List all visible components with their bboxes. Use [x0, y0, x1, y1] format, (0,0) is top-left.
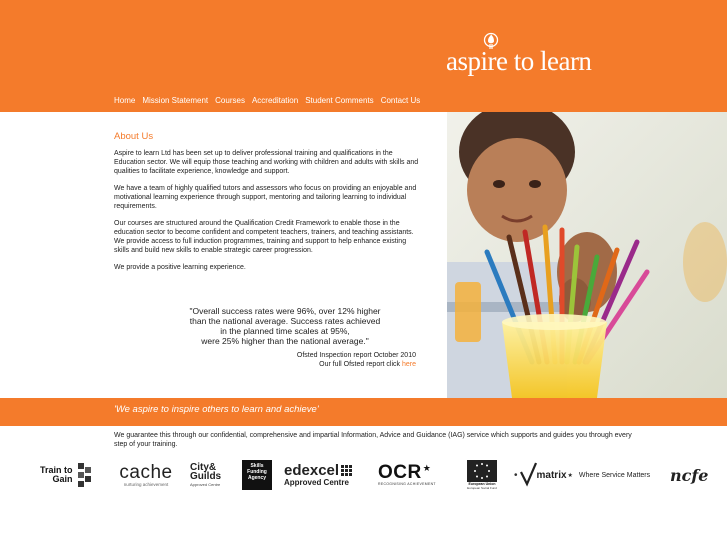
edexcel-sub: Approved Centre: [284, 478, 349, 487]
cache-logo[interactable]: [113, 458, 179, 492]
nav-home[interactable]: Home: [114, 96, 136, 105]
matrix-tagline: Where Service Matters: [578, 471, 651, 479]
city-guilds-sub: Approved Centre: [190, 482, 221, 487]
about-paragraph: Our courses are structured around the Qualification Credit Framework to enable those in the education sector to become confident and competent teachers, trainers, and teaching assistants. We provide access to full induction programmes, training and support to help enhance existing skills and build new skills to enable strategic career progression.: [114, 220, 414, 254]
quote-line: in the planned time scales at 95%,: [220, 326, 350, 336]
train-to-gain-line1: Train to: [40, 465, 73, 475]
eu-flag-icon: [467, 460, 497, 482]
sfa-line2: Funding: [247, 469, 267, 475]
report-line: [220, 360, 416, 369]
nav-mission-statement[interactable]: Mission Statement: [142, 96, 209, 105]
quote-source: [220, 351, 416, 369]
ofsted-quote: [150, 306, 420, 346]
quote-line: "Overall success rates were 96%, over 12% higher: [189, 306, 381, 316]
ocr-name: OCR: [378, 462, 422, 483]
nav-student-comments[interactable]: Student Comments: [305, 96, 374, 105]
train-to-gain-line2: Gain: [52, 474, 73, 484]
ncfe-name: ncfe: [670, 465, 709, 485]
nav-contact-us[interactable]: Contact Us: [380, 96, 421, 105]
child-with-pencils-photo: [447, 112, 727, 398]
edexcel-logo[interactable]: [284, 458, 366, 492]
edexcel-name: edexcel: [284, 462, 340, 479]
city-guilds-logo[interactable]: [190, 458, 230, 492]
about-paragraph: We provide a positive learning experience.: [114, 264, 246, 271]
brand-name: aspire to learn: [446, 46, 592, 76]
brand-logo[interactable]: [446, 32, 616, 77]
quote-line: than the national average. Success rates achieved: [189, 316, 381, 326]
matrix-name: matrix: [536, 469, 567, 481]
quote-line: were 25% higher than the national average.": [201, 336, 369, 346]
partner-logos: [40, 458, 720, 492]
site-header: [0, 0, 727, 112]
edexcel-grid-icon: [341, 465, 353, 477]
skills-funding-agency-logo[interactable]: [242, 458, 272, 492]
sfa-line1: Skills: [250, 463, 264, 469]
matrix-logo[interactable]: [514, 458, 660, 492]
matrix-tick-icon: [519, 462, 537, 488]
source-text: Ofsted Inspection report October 2010: [296, 352, 416, 359]
ocr-logo[interactable]: [378, 458, 446, 492]
ocr-sub: RECOGNISING ACHIEVEMENT: [378, 482, 436, 486]
tagline-band: [0, 398, 727, 426]
report-link[interactable]: here: [401, 361, 416, 368]
guarantee-text: We guarantee this through our confidential, comprehensive and impartial Information, Advice and Guidance (IAG) service which supports and guides you through every step of your training.: [114, 432, 632, 448]
matrix-star-icon: •: [514, 469, 518, 481]
report-prefix: Our full Ofsted report click: [319, 361, 402, 368]
cache-name: cache: [119, 461, 173, 483]
sfa-line3: Agency: [247, 475, 267, 481]
matrix-star2-icon: ★: [567, 472, 573, 479]
main-nav: [114, 95, 427, 107]
city-guilds-line2: Guilds: [190, 471, 222, 482]
about-section: [114, 132, 420, 280]
eu-esf-logo[interactable]: [460, 458, 504, 492]
city-guilds-line1: City&: [190, 462, 217, 473]
about-paragraph: Aspire to learn Ltd has been set up to deliver professional training and qualifications in the Education sector. We will equip those teaching and working with children and adults with skills and qualities to facilitate experience, knowledge and support.: [114, 150, 419, 175]
nav-accreditation[interactable]: Accreditation: [251, 96, 299, 105]
train-to-gain-mark-icon: [76, 463, 92, 487]
nav-courses[interactable]: Courses: [215, 96, 245, 105]
ncfe-logo[interactable]: [670, 458, 710, 492]
eu-line1: European Union: [468, 482, 496, 486]
about-heading: About Us: [114, 131, 154, 142]
eu-line2: European Social Fund: [467, 486, 497, 490]
train-to-gain-logo[interactable]: [40, 458, 96, 492]
ocr-star-icon: ★: [422, 463, 431, 473]
cache-tagline: nurturing achievement: [123, 481, 169, 487]
about-paragraph: We have a team of highly qualified tutors and assessors who focus on providing an enjoyable and motivational learning experience through support, mentoring and tailoring learning to individual requirements.: [114, 185, 417, 210]
tagline-text: 'We aspire to inspire others to learn and achieve': [114, 404, 319, 415]
